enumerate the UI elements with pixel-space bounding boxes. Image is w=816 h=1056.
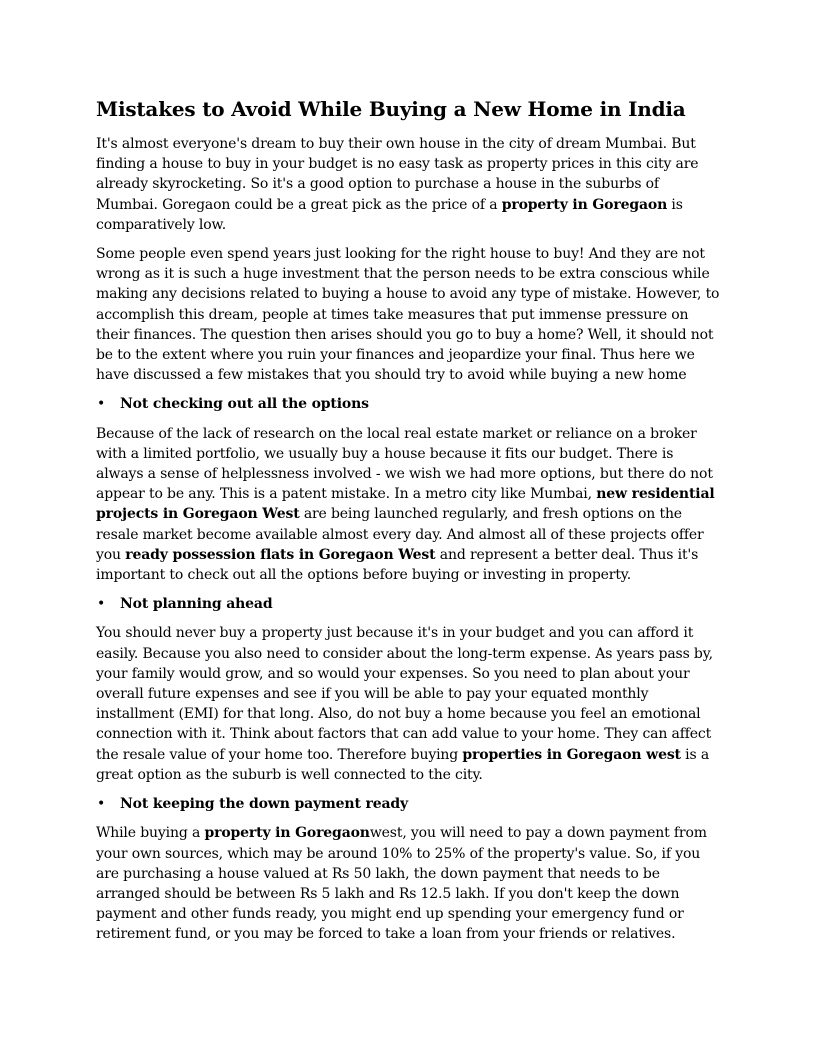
section-paragraph-options bbox=[96, 424, 720, 586]
heading-text: Not keeping the down payment ready bbox=[120, 796, 409, 813]
text-run: It's almost everyone's dream to buy their own house in the city of dream Mumbai. But finding a house to buy in your budget is no easy task as property prices in this city are already skyrocketing. So it's a good option to purchase a house in the suburbs of Mumbai. Goregaon could be a great pick as the price of a bbox=[96, 136, 699, 213]
section-paragraph-down-payment bbox=[96, 823, 720, 944]
heading-text: Not checking out all the options bbox=[120, 396, 369, 413]
keyword-link: property in Goregaon bbox=[501, 196, 668, 213]
text-run: are being launched regularly, and fresh options on the resale market become available almost every day. And almost all of these projects offer you bbox=[96, 506, 704, 563]
text-run: and represent a better deal. Thus it's important to check out all the options before buying or investing in property. bbox=[96, 546, 699, 584]
text-run: Because of the lack of research on the local real estate market or reliance on a broker with a limited portfolio, we usually buy a house because it fits our budget. There is always a sense of helplessness involved - we wish we had more options, but there do not appear to be any. This is a patent mistake. In a metro city like Mumbai, bbox=[96, 425, 713, 503]
text-run: While buying a bbox=[96, 825, 205, 842]
section-heading-planning bbox=[96, 594, 720, 614]
text-run: west, you will need to pay a down payment from your own sources, which may be around 10% to 25% of the property's value. So, if you are purchasing a house valued at Rs 50 lakh, the down payment that needs to be arranged should be between Rs 5 lakh and Rs 12.5 lakh. If you don't keep the down payment and other funds ready, you might end up spending your emergency fund or retirement fund, or you may be forced to take a loan from your friends or relatives. bbox=[96, 825, 707, 943]
keyword-link: property in Goregaon bbox=[204, 825, 370, 842]
bullet-icon: • bbox=[97, 396, 106, 413]
document-page bbox=[96, 96, 720, 954]
keyword-link: ready possession flats in Goregaon West bbox=[125, 546, 436, 563]
keyword-link: new residential projects in Goregaon West bbox=[96, 486, 715, 523]
bullet-icon: • bbox=[97, 796, 106, 813]
section-heading-down-payment bbox=[96, 794, 720, 814]
intro-paragraph-1 bbox=[96, 134, 720, 235]
section-heading-options bbox=[96, 394, 720, 414]
intro-paragraph-2: Some people even spend years just looking for the right house to buy! And they are not wrong as it is such a huge investment that the person needs to be extra conscious while making any decisions related to buying a house to avoid any type of mistake. However, to accomplish this dream, people at times take measures that put immense pressure on their finances. The question then arises should you go to buy a home? Well, it should not be to the extent where you ruin your finances and jeopardize your final. Thus here we have discussed a few mistakes that you should try to avoid while buying a new home bbox=[96, 246, 720, 384]
heading-text: Not planning ahead bbox=[120, 596, 273, 613]
document-title: Mistakes to Avoid While Buying a New Home in India bbox=[96, 97, 686, 121]
text-run: is a great option as the suburb is well connected to the city. bbox=[96, 746, 710, 783]
keyword-link: properties in Goregaon west bbox=[462, 746, 681, 763]
section-paragraph-planning bbox=[96, 623, 720, 785]
text-run: is comparatively low. bbox=[96, 196, 683, 233]
bullet-icon: • bbox=[97, 596, 106, 613]
text-run: You should never buy a property just because it's in your budget and you can afford it easily. Because you also need to consider about the long-term expense. As years pass by, your family would grow, and so would your expenses. So you need to plan about your overall future expenses and see if you will be able to pay your equated monthly installment (EMI) for that long. Also, do not buy a home because you feel an emotional connection with it. Think about factors that can add value to your home. They can affect the resale value of your home too. Therefore buying bbox=[96, 625, 713, 763]
